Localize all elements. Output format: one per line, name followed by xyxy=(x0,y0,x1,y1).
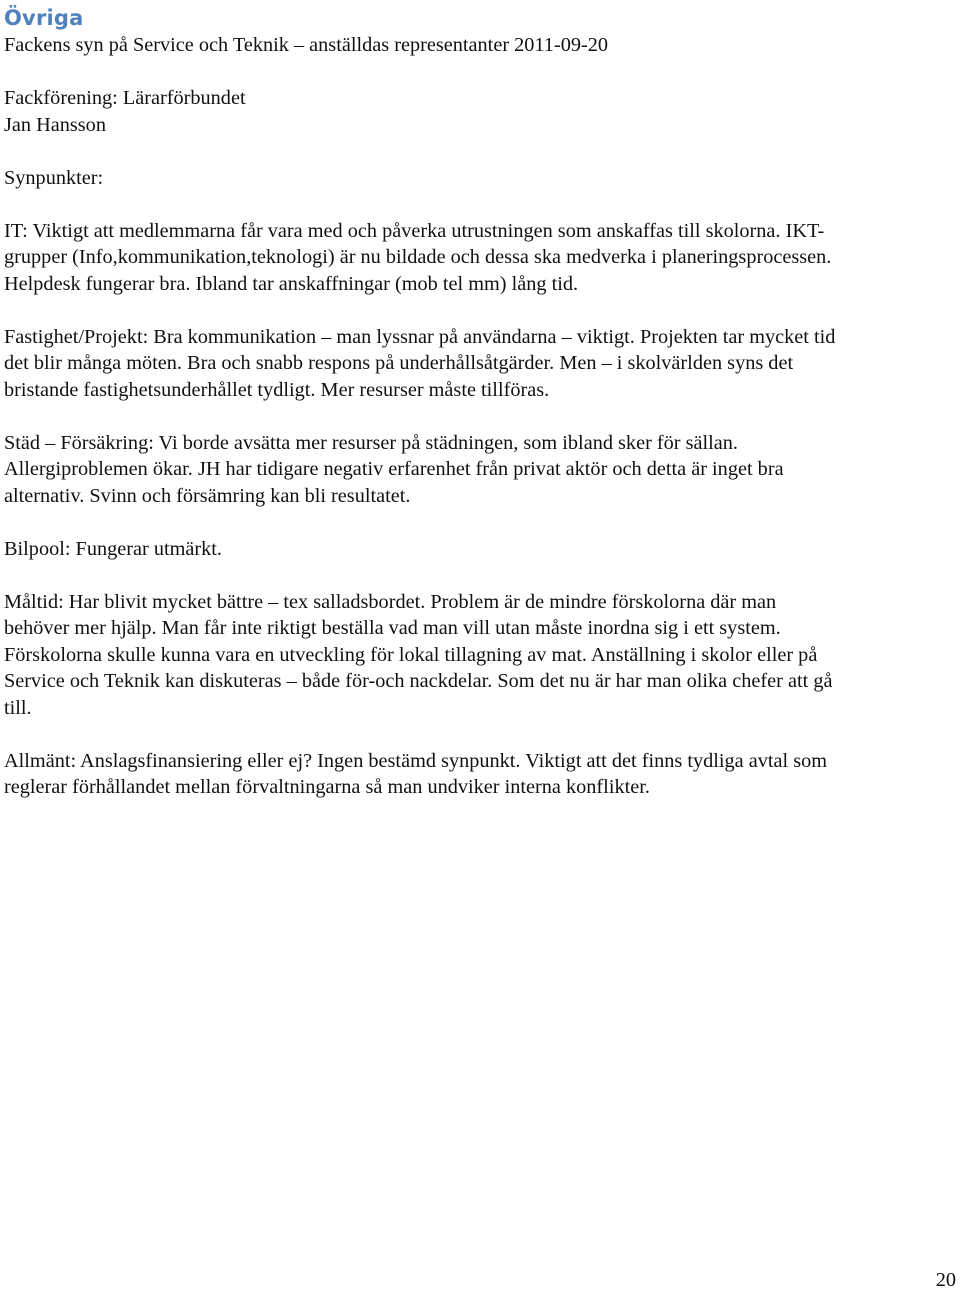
paragraph-line: Helpdesk fungerar bra. Ibland tar anskaffningar (mob tel mm) lång tid. xyxy=(4,272,579,295)
document-subtitle: Fackens syn på Service och Teknik – anställdas representanter 2011-09-20 xyxy=(4,34,609,56)
paragraph-line: Måltid: Har blivit mycket bättre – tex salladsbordet. Problem är de mindre förskolorna där man xyxy=(4,590,777,613)
paragraph-line: Städ – Försäkring: Vi borde avsätta mer resurser på städningen, som ibland sker för sällan. xyxy=(4,431,738,454)
viewpoints-label: Synpunkter: xyxy=(4,166,104,189)
paragraph-line: Förskolorna skulle kunna vara en utveckling för lokal tillagning av mat. Anställning i skolor eller på xyxy=(4,643,818,666)
paragraph-line: Allergiproblemen ökar. JH har tidigare negativ erfarenhet från privat aktör och detta är inget bra xyxy=(4,458,784,480)
paragraph-bilpool xyxy=(4,536,956,563)
spacer xyxy=(4,509,956,536)
paragraph-line: IT: Viktigt att medlemmarna får vara med och påverka utrustningen som anskaffas till skolorna. IKT- xyxy=(4,219,825,242)
spacer xyxy=(4,297,956,324)
paragraph-it xyxy=(4,218,956,298)
paragraph-line: till. xyxy=(4,696,32,719)
document-page xyxy=(4,0,956,801)
spacer xyxy=(4,138,956,165)
paragraph-fastighet xyxy=(4,324,956,404)
paragraph-line: Fastighet/Projekt: Bra kommunikation – man lyssnar på användarna – viktigt. Projekten tar mycket tid xyxy=(4,325,836,348)
paragraph-line: grupper (Info,kommunikation,teknologi) är nu bildade och dessa ska medverka i planeringsprocessen. xyxy=(4,246,832,268)
paragraph-stad xyxy=(4,430,956,510)
spacer xyxy=(4,562,956,589)
paragraph-maltid xyxy=(4,589,956,722)
page-number: 20 xyxy=(935,1269,956,1291)
paragraph-line: alternativ. Svinn och försämring kan bli resultatet. xyxy=(4,484,411,507)
paragraph-line: Service och Teknik kan diskuteras – både för-och nackdelar. Som det nu är har man olika chefer att gå xyxy=(4,670,833,692)
paragraph-line: behöver mer hjälp. Man får inte riktigt beställa vad man vill utan måste inordna sig i ett system. xyxy=(4,617,781,639)
spacer xyxy=(4,721,956,748)
paragraph-line: Allmänt: Anslagsfinansiering eller ej? Ingen bestämd synpunkt. Viktigt att det finns tydliga avtal som xyxy=(4,749,828,772)
paragraph-line: reglerar förhållandet mellan förvaltningarna så man undviker interna konflikter. xyxy=(4,776,650,798)
paragraph-allmant xyxy=(4,748,956,801)
spacer xyxy=(4,403,956,430)
spacer xyxy=(4,191,956,218)
paragraph-line: Bilpool: Fungerar utmärkt. xyxy=(4,537,222,560)
union-name: Fackförening: Lärarförbundet xyxy=(4,87,246,109)
paragraph-line: det blir många möten. Bra och snabb respons på underhållsåtgärder. Men – i skolvärlden syns det xyxy=(4,352,794,374)
paragraph-line: bristande fastighetsunderhållet tydligt. Mer resurser måste tillföras. xyxy=(4,378,550,401)
representative-name: Jan Hansson xyxy=(4,113,106,136)
section-heading: Övriga xyxy=(4,6,84,30)
spacer xyxy=(4,59,956,86)
